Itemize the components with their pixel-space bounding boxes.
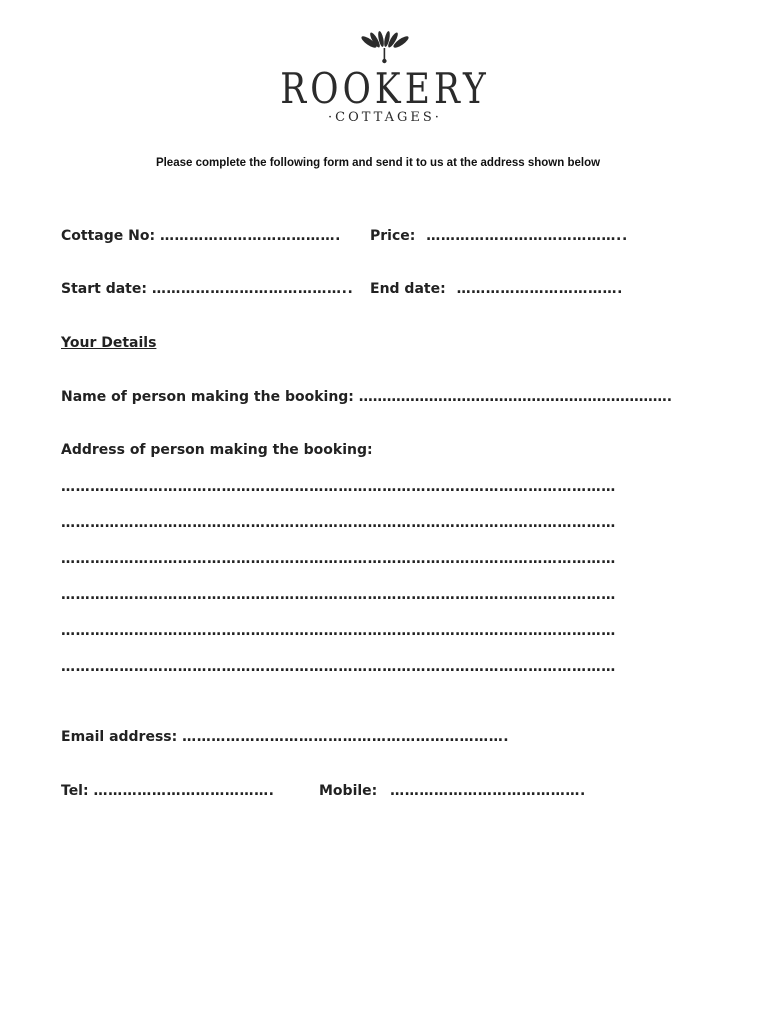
price-dots[interactable]: ………………………………….. <box>426 228 628 244</box>
booking-name-field[interactable] <box>61 388 672 406</box>
address-line-2[interactable]: …………………………………………………………………………………………………… <box>61 515 616 531</box>
start-date-field[interactable] <box>61 280 353 298</box>
your-details-heading: Your Details <box>61 335 157 351</box>
cottage-no-dots[interactable]: ………………………………. <box>159 228 342 244</box>
brand-name: ROOKERY <box>280 64 490 113</box>
start-date-label: Start date: <box>61 281 147 297</box>
address-line-4[interactable]: …………………………………………………………………………………………………… <box>61 587 616 603</box>
logo <box>0 30 770 125</box>
end-date-dots[interactable]: ……………………………. <box>456 281 624 297</box>
mobile-dots[interactable]: …………………………………. <box>390 783 586 799</box>
tel-label: Tel: <box>61 783 89 799</box>
mobile-field[interactable] <box>319 782 586 800</box>
form-instruction: Please complete the following form and send it to us at the address shown below <box>155 157 601 169</box>
address-line-6[interactable]: …………………………………………………………………………………………………… <box>61 659 616 675</box>
address-line-1[interactable]: …………………………………………………………………………………………………… <box>61 479 616 495</box>
booking-name-label: Name of person making the booking: <box>61 389 354 405</box>
email-dots[interactable]: …………………………………………………………. <box>182 729 510 745</box>
end-date-label: End date: <box>370 281 446 297</box>
mobile-label: Mobile: <box>319 783 378 799</box>
brand-subtitle: ·COTTAGES· <box>328 110 442 125</box>
rook-feather-logo-icon <box>355 30 415 68</box>
tel-field[interactable] <box>61 782 275 800</box>
price-field[interactable] <box>370 227 628 245</box>
address-line-3[interactable]: …………………………………………………………………………………………………… <box>61 551 616 567</box>
booking-name-dots[interactable]: …………………………………………………………. <box>358 389 673 405</box>
address-label: Address of person making the booking: <box>61 442 373 458</box>
tel-dots[interactable]: ………………………………. <box>93 783 275 799</box>
cottage-no-field[interactable] <box>61 227 341 245</box>
start-date-dots[interactable]: ………………………………….. <box>151 281 354 297</box>
email-label: Email address: <box>61 729 178 745</box>
cottage-no-label: Cottage No: <box>61 228 156 244</box>
price-label: Price: <box>370 228 416 244</box>
address-line-5[interactable]: …………………………………………………………………………………………………… <box>61 623 616 639</box>
end-date-field[interactable] <box>370 280 623 298</box>
email-field[interactable] <box>61 728 509 746</box>
